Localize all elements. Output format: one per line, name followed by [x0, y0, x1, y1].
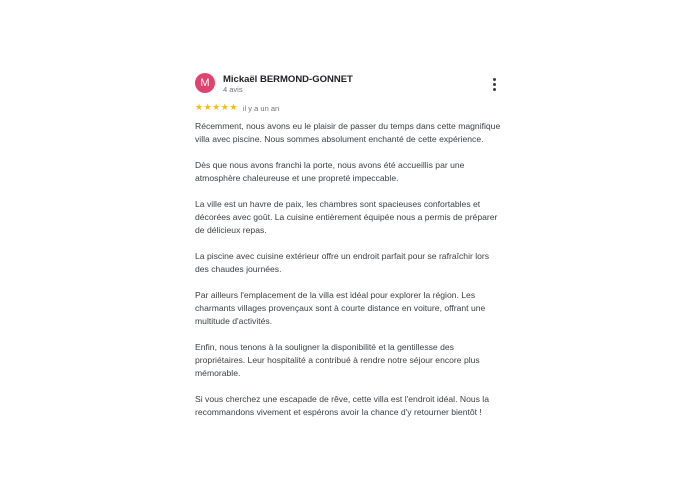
review-paragraph: Par ailleurs l'emplacement de la villa est idéal pour explorer la région. Les charmants villages provençaux sont à courte distance en voiture, offrant une multitude d'activités.: [195, 290, 486, 326]
review-text: [195, 120, 505, 419]
menu-dot: [493, 78, 496, 81]
review-paragraph: Si vous cherchez une escapade de rêve, cette villa est l'endroit idéal. Nous la recommandons vivement et espérons avoir la chance d'y retourner bientôt !: [195, 394, 489, 417]
avatar[interactable]: M: [195, 73, 215, 93]
menu-dot: [493, 88, 496, 91]
review-paragraph: La ville est un havre de paix, les chambres sont spacieuses confortables et décorées avec goût. La cuisine entièrement équipée nous a permis de préparer de délicieux repas.: [195, 199, 498, 235]
review-paragraph: Récemment, nous avons eu le plaisir de passer du temps dans cette magnifique villa avec piscine. Nous sommes absolument enchanté de cette expérience.: [195, 121, 501, 144]
star-icon: ★: [203, 103, 212, 113]
star-icon: ★: [229, 103, 238, 113]
star-icon: ★: [220, 103, 229, 113]
review-paragraph: La piscine avec cuisine extérieur offre un endroit parfait pour se rafraîchir lors des chaudes journées.: [195, 251, 490, 274]
review-paragraph: Dès que nous avons franchi la porte, nous avons été accueillis par une atmosphère chaleureuse et une propreté impeccable.: [195, 160, 465, 183]
review-count: 4 avis: [223, 85, 243, 94]
star-icon: ★: [212, 103, 221, 113]
star-rating: [195, 103, 238, 113]
rating-row: [195, 102, 505, 114]
author-name[interactable]: Mickaël BERMOND-GONNET: [223, 74, 353, 85]
review-header: [195, 73, 505, 99]
more-vert-icon[interactable]: [491, 77, 499, 93]
review-card: [195, 73, 505, 432]
review-time: il y a un an: [242, 103, 280, 113]
review-paragraph: Enfin, nous tenons à la souligner la disponibilité et la gentillesse des propriétaires. Leur hospitalité a contribué à rendre notre séjour encore plus mémorable.: [195, 342, 480, 378]
menu-dot: [493, 83, 496, 86]
star-icon: ★: [195, 103, 204, 113]
